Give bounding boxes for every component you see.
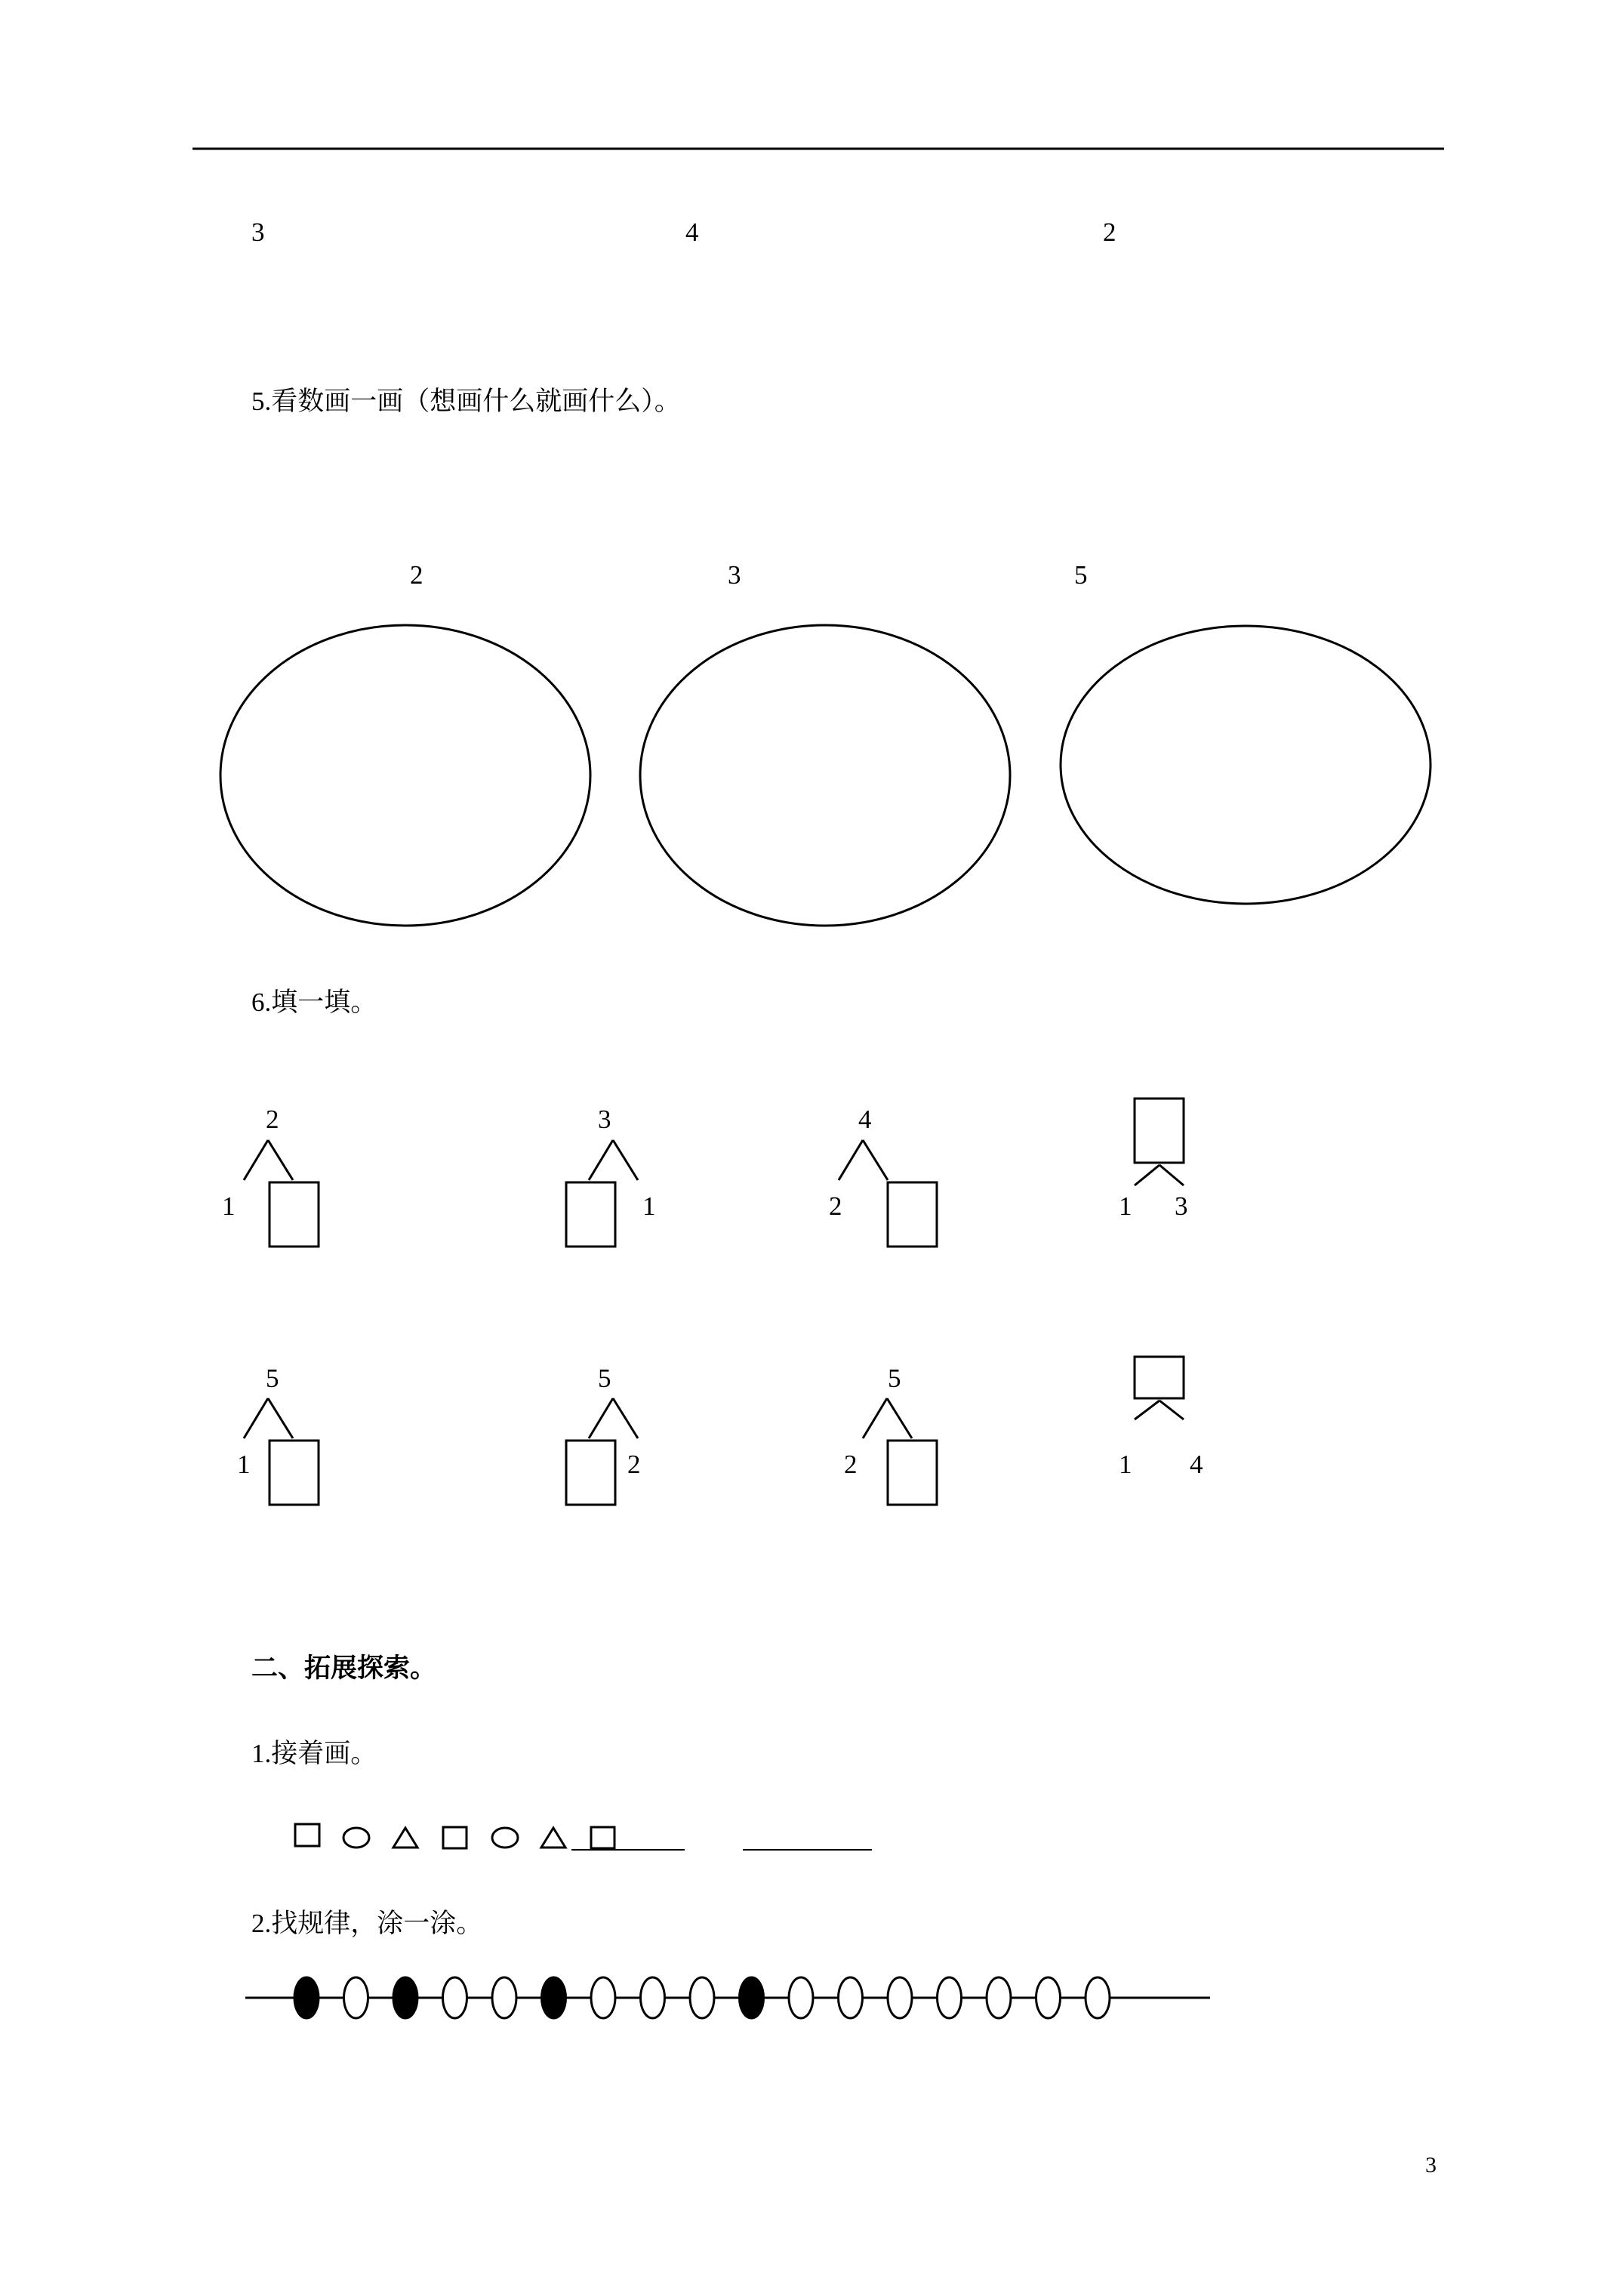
- bond-r1-4-bottom-right: 3: [1175, 1191, 1188, 1221]
- section2-title: 二、拓展探索。: [251, 1653, 437, 1683]
- s2-q2-title: 2.找规律，涂一涂。: [251, 1909, 483, 1938]
- drawing-oval-1: [220, 625, 590, 926]
- bead-empty[interactable]: [1036, 1977, 1061, 2018]
- number-bond-r1-4: [1135, 1099, 1184, 1185]
- bond-r2-4-bottom-left: 1: [1119, 1450, 1132, 1479]
- oval-icon: [343, 1828, 369, 1848]
- q5-number-1: 2: [410, 560, 423, 590]
- bead-filled[interactable]: [294, 1977, 319, 2018]
- number-bond-r2-3: [863, 1398, 937, 1505]
- bead-filled[interactable]: [542, 1977, 566, 2018]
- bead-empty[interactable]: [492, 1977, 516, 2018]
- bead-empty[interactable]: [987, 1977, 1011, 2018]
- bead-empty[interactable]: [938, 1977, 962, 2018]
- number-bond-r1-1: [244, 1140, 319, 1247]
- bond-r2-2-top: 5: [598, 1364, 611, 1393]
- bond-r2-3-top: 5: [888, 1364, 901, 1393]
- bead-empty[interactable]: [888, 1977, 912, 2018]
- bond-r1-2-right: 1: [642, 1191, 656, 1221]
- bond-r1-1-top: 2: [266, 1105, 279, 1134]
- s2-q1-title: 1.接着画。: [251, 1739, 377, 1768]
- square-icon: [443, 1827, 467, 1848]
- q6-title: 6.填一填。: [251, 988, 377, 1017]
- bond-r1-3-top: 4: [858, 1105, 872, 1134]
- number-bond-r1-2: [566, 1140, 638, 1247]
- top-number-2: 4: [685, 217, 699, 247]
- page-number: 3: [1425, 2153, 1437, 2177]
- bond-r1-2-top: 3: [598, 1105, 611, 1134]
- bond-r1-4-bottom-left: 1: [1119, 1191, 1132, 1221]
- shape-sequence: [295, 1824, 872, 1850]
- bead-filled[interactable]: [393, 1977, 417, 2018]
- top-number-3: 2: [1103, 217, 1116, 247]
- number-bond-r2-1: [244, 1398, 319, 1505]
- bond-r2-3-left: 2: [844, 1450, 858, 1479]
- bond-r1-3-left: 2: [829, 1191, 842, 1221]
- bead-empty[interactable]: [641, 1977, 665, 2018]
- bead-filled[interactable]: [740, 1977, 764, 2018]
- oval-icon: [492, 1828, 518, 1848]
- top-number-1: 3: [251, 217, 265, 247]
- bead-empty[interactable]: [443, 1977, 467, 2018]
- bond-r2-1-top: 5: [266, 1364, 279, 1393]
- bead-empty[interactable]: [839, 1977, 863, 2018]
- square-icon: [591, 1827, 614, 1848]
- bond-r1-1-left: 1: [222, 1191, 236, 1221]
- bead-empty[interactable]: [789, 1977, 813, 2018]
- drawing-oval-3: [1061, 626, 1431, 904]
- bond-r2-4-bottom-right: 4: [1190, 1450, 1203, 1479]
- q5-number-3: 5: [1074, 560, 1088, 590]
- bond-r2-1-left: 1: [237, 1450, 251, 1479]
- square-icon: [295, 1824, 319, 1846]
- bead-empty[interactable]: [1086, 1977, 1110, 2018]
- bead-empty[interactable]: [690, 1977, 714, 2018]
- q5-number-2: 3: [728, 560, 741, 590]
- bond-r2-2-right: 2: [627, 1450, 641, 1479]
- number-bond-r1-3: [839, 1140, 937, 1247]
- drawing-oval-2: [640, 625, 1010, 926]
- number-bond-r2-4: [1135, 1357, 1184, 1419]
- bead-empty[interactable]: [344, 1977, 368, 2018]
- q5-title: 5.看数画一画（想画什么就画什么）。: [251, 387, 681, 416]
- triangle-icon: [393, 1828, 417, 1848]
- triangle-icon: [541, 1828, 565, 1848]
- bead-empty[interactable]: [591, 1977, 615, 2018]
- bead-row: [294, 1977, 1110, 2018]
